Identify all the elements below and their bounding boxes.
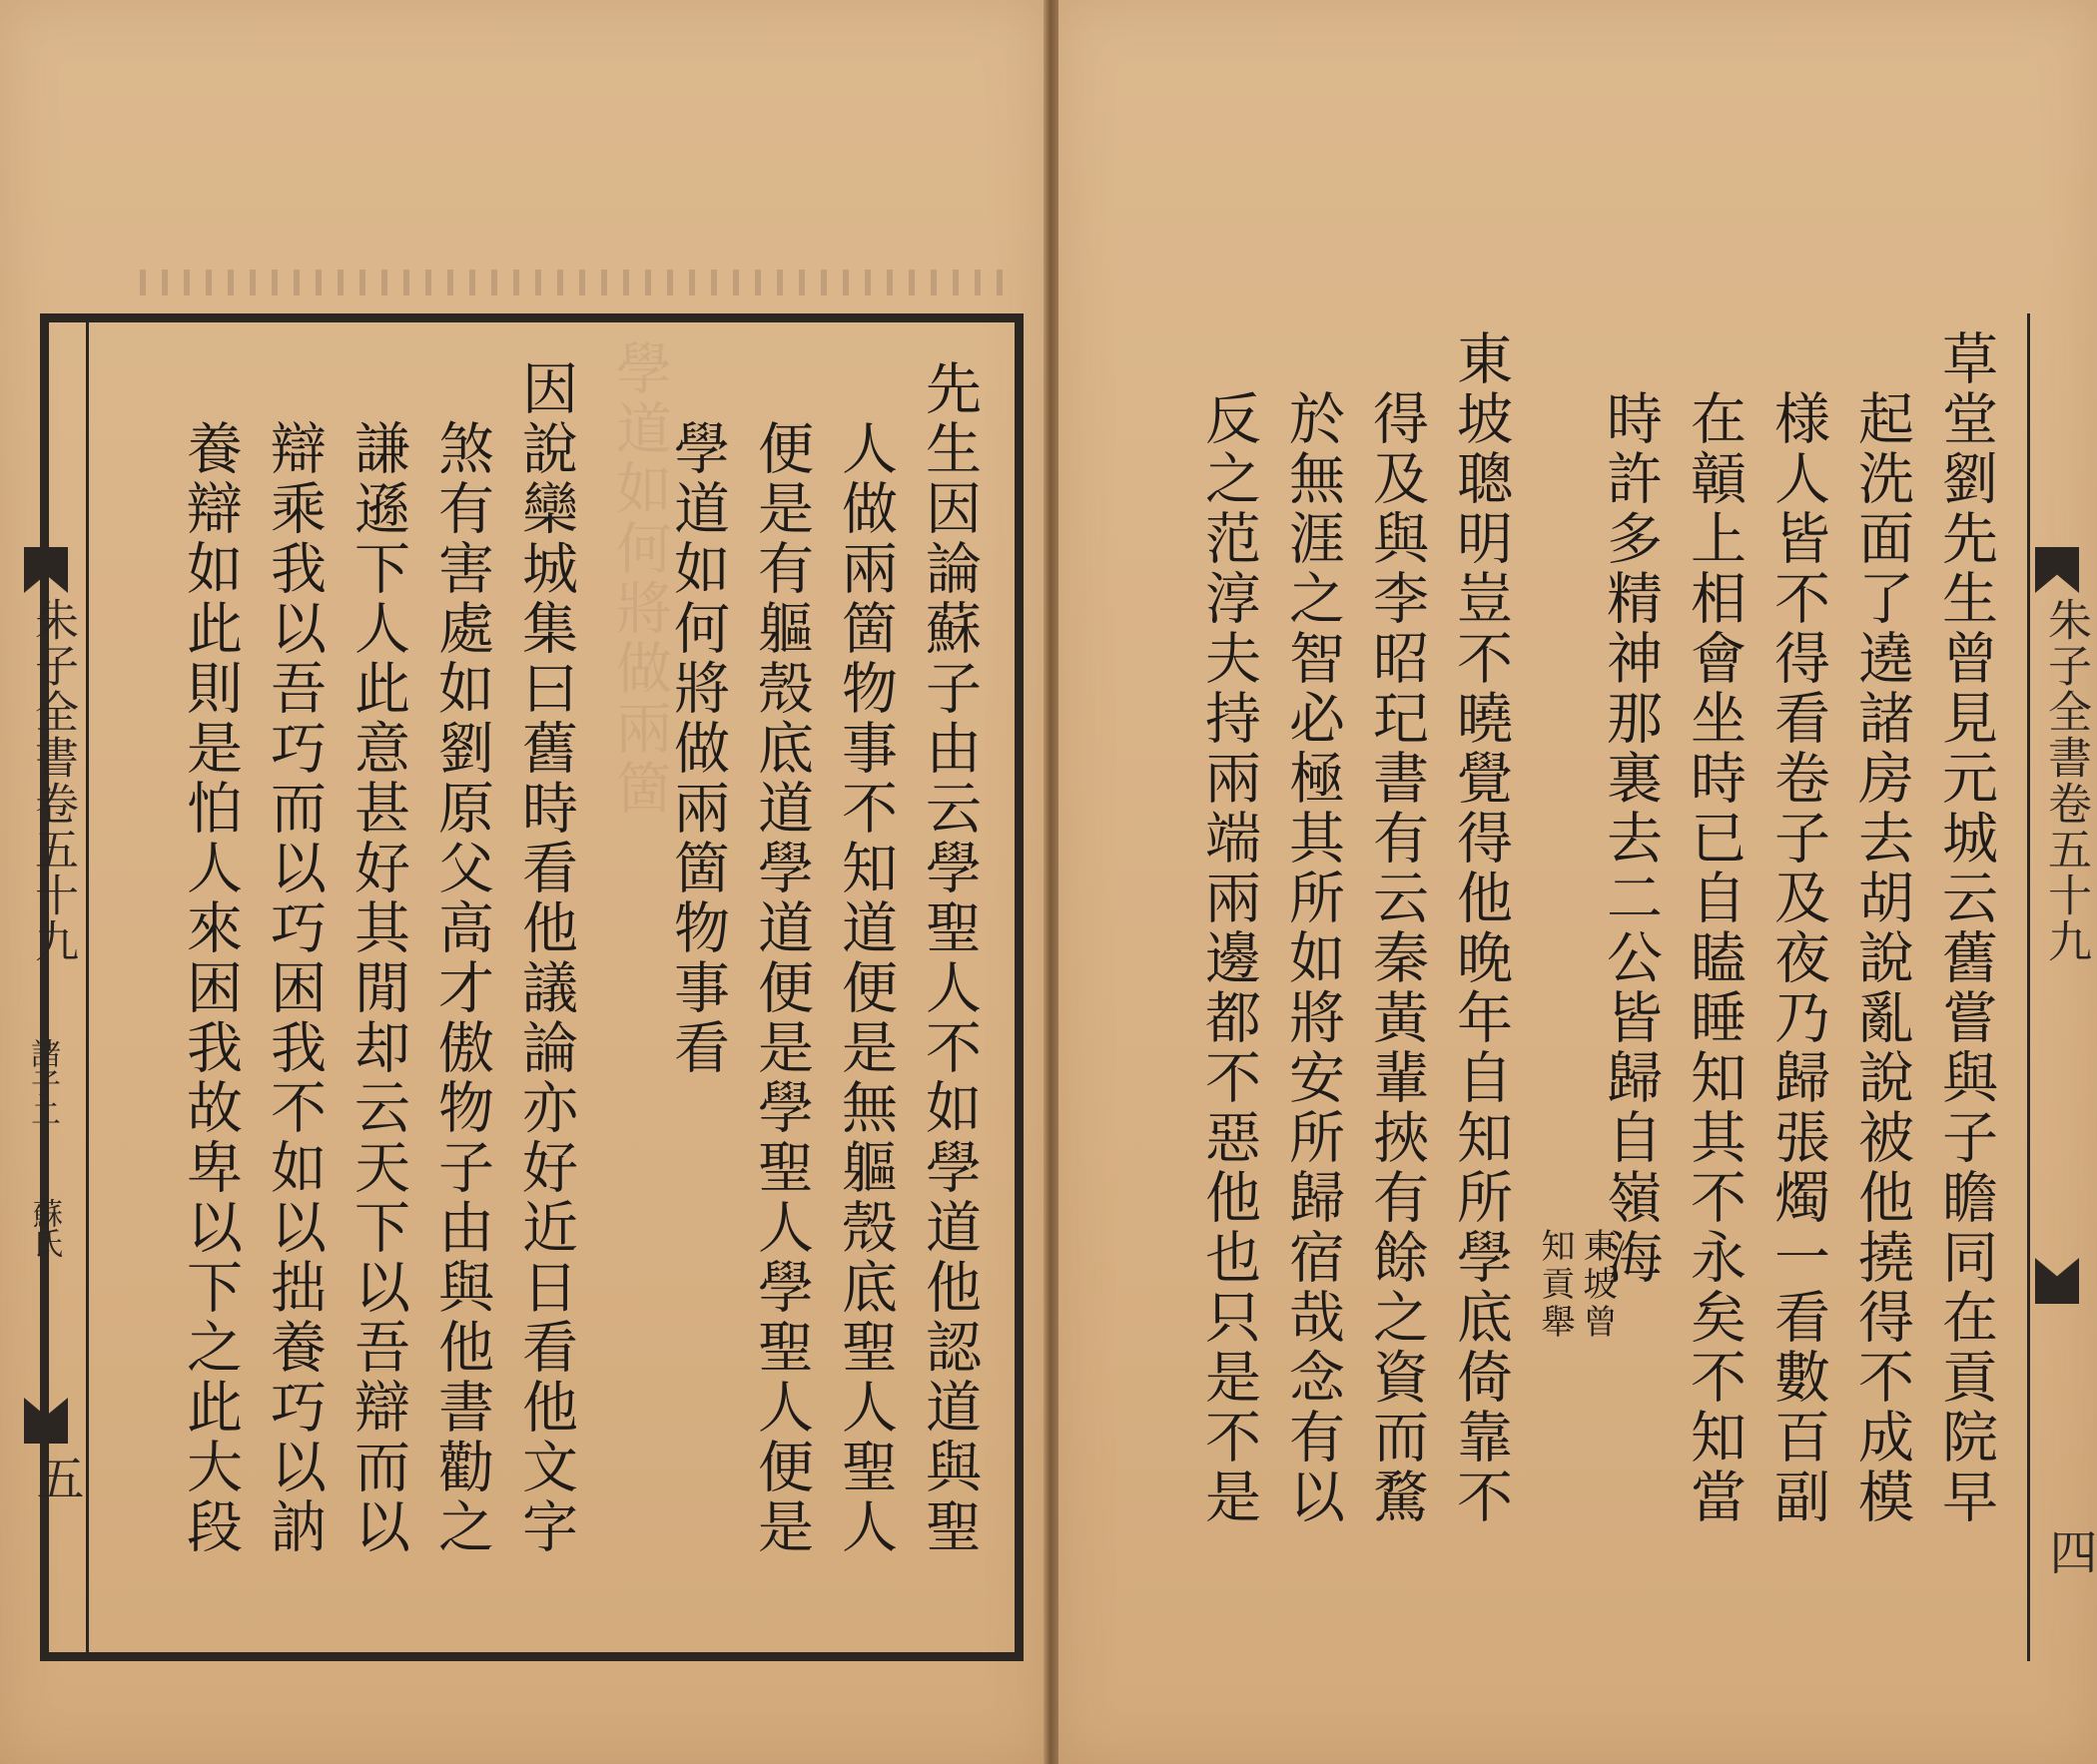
text-column: 辯乘我以吾巧而以巧困我不如以拙養巧以訥 bbox=[262, 419, 327, 1557]
text-column: 時許多精神那裏去二公皆歸自嶺海 bbox=[1598, 389, 1663, 1288]
text-column: 學道如何將做兩箇物事看 bbox=[665, 419, 730, 1078]
text-column: 於無涯之智必極其所如將安所歸宿哉念有以 bbox=[1280, 389, 1345, 1527]
annotation-note: 東坡曾 bbox=[1577, 1228, 1617, 1342]
text-column: 草堂劉先生曾見元城云舊嘗與子瞻同在貢院早 bbox=[1933, 329, 1998, 1527]
right-page-number: 四 bbox=[2041, 1527, 2097, 1575]
worn-top-edge bbox=[140, 270, 1019, 295]
text-column: 東坡聰明豈不曉覺得他晚年自知所學底倚靠不 bbox=[1448, 329, 1513, 1527]
upper-fish-tail-right bbox=[2035, 547, 2079, 593]
text-column: 養辯如此則是怕人來困我故卑以下之此大段 bbox=[178, 419, 243, 1557]
annotation-note: 知貢舉 bbox=[1535, 1228, 1575, 1342]
lower-fish-tail-right bbox=[2035, 1258, 2079, 1304]
left-page-number: 五 bbox=[28, 1454, 84, 1501]
text-column: 様人皆不得看卷子及夜乃歸張燭一看數百副 bbox=[1765, 389, 1830, 1527]
text-column: 在贑上相會坐時已自瞌睡知其不永矣不知當 bbox=[1682, 389, 1747, 1527]
left-margin-subsection: 蘇氏 bbox=[27, 1198, 62, 1258]
text-column: 起洗面了遶諸房去胡說亂說被他撓得不成模 bbox=[1849, 389, 1914, 1527]
text-column: 人做兩箇物事不知道便是無軀殼底聖人聖人 bbox=[833, 419, 898, 1557]
text-column: 反之范淳夫持兩端兩邊都不惡他也只是不是 bbox=[1196, 389, 1261, 1527]
text-column: 因說欒城集曰舊時看他議論亦好近日看他文字 bbox=[513, 359, 578, 1557]
text-column: 便是有軀殼底道學道便是學聖人學聖人便是 bbox=[749, 419, 814, 1557]
left-margin-section: 諸子二 bbox=[25, 1038, 60, 1128]
right-margin-rule bbox=[2027, 313, 2030, 1661]
text-column: 先生因論蘇子由云學聖人不如學道他認道與聖 bbox=[917, 359, 982, 1557]
left-page bbox=[0, 0, 1044, 1764]
right-page bbox=[1058, 0, 2097, 1764]
left-margin-title: 朱子全書卷五十九 bbox=[27, 597, 78, 964]
text-column: 煞有害處如劉原父高才傲物子由與他書勸之 bbox=[429, 419, 494, 1557]
right-margin-title: 朱子全書卷五十九 bbox=[2040, 597, 2091, 964]
text-column: 得及與李昭玘書有云秦黃輩挾有餘之資而騖 bbox=[1364, 389, 1429, 1527]
book-gutter bbox=[1044, 0, 1058, 1764]
bleed-through-text: 學道如何將做兩箇 bbox=[607, 339, 672, 819]
text-column: 謙遜下人此意甚好其閒却云天下以吾辯而以 bbox=[346, 419, 410, 1557]
